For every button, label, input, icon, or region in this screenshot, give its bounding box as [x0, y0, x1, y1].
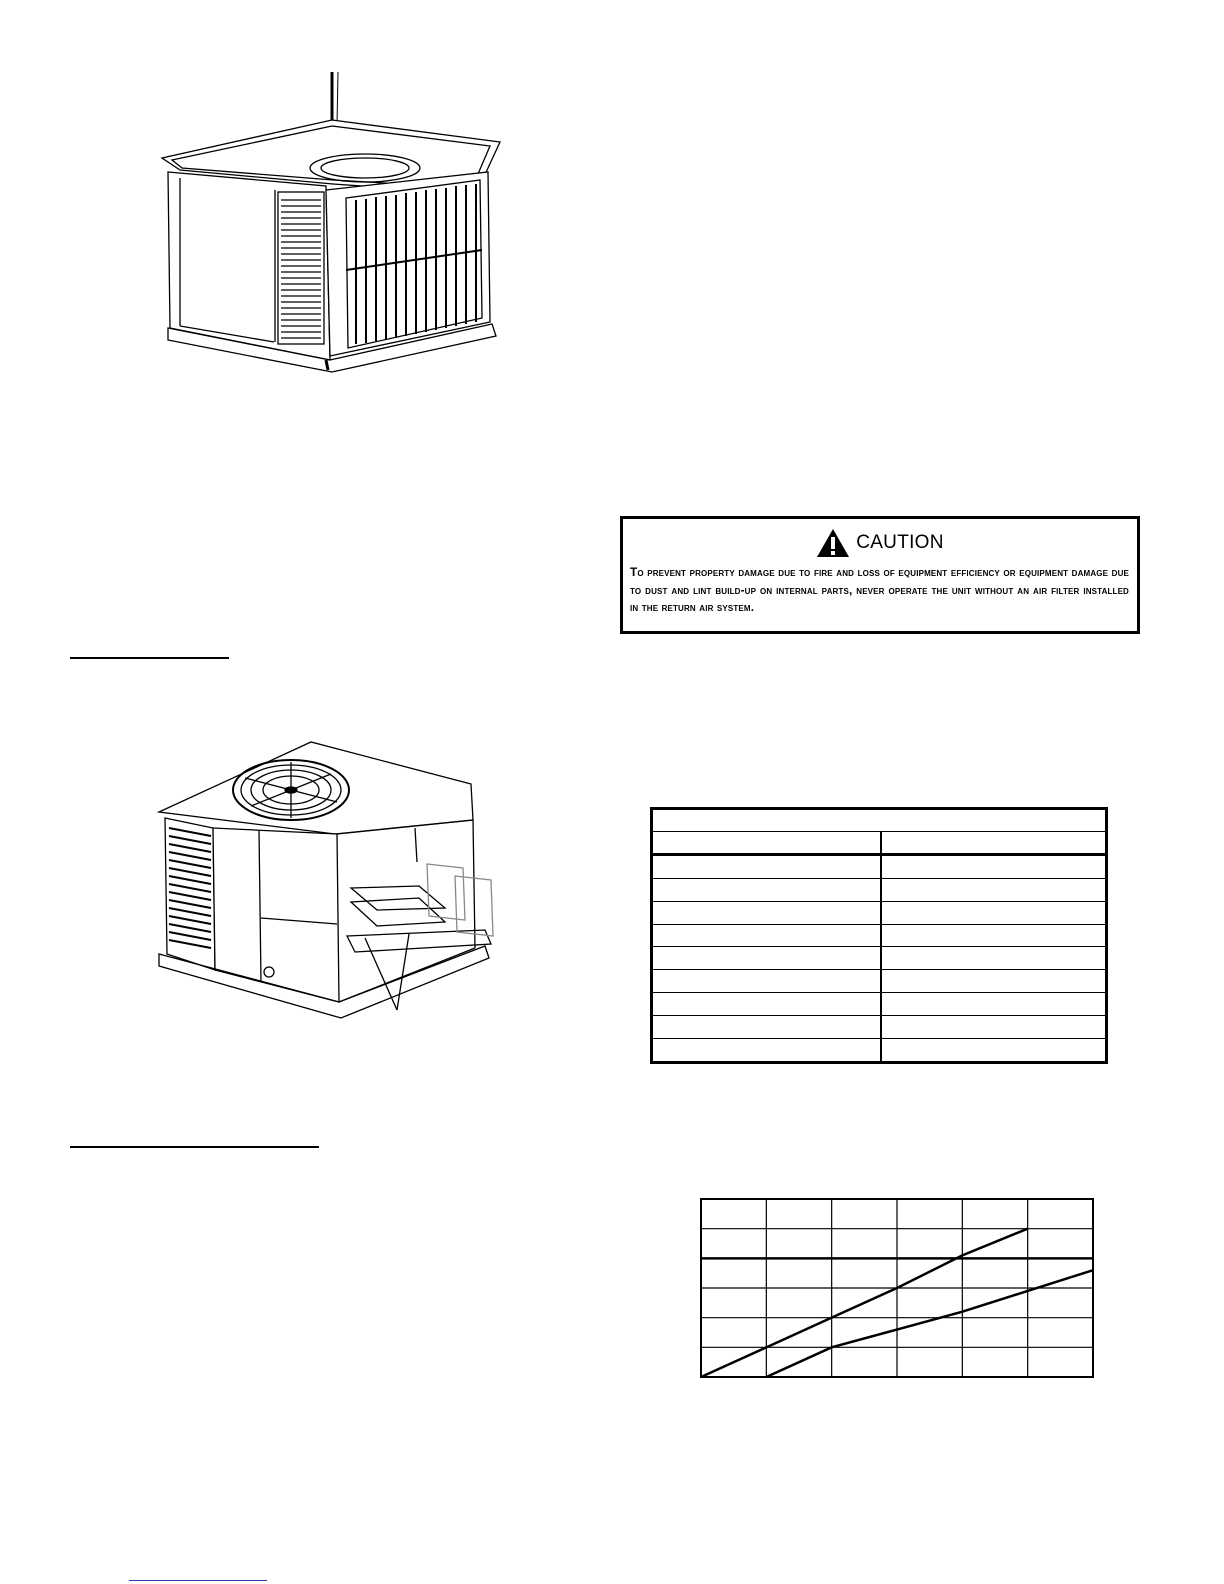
section-heading-underline	[70, 657, 229, 659]
table-row	[652, 901, 1107, 924]
table-row	[652, 1038, 1107, 1062]
caution-header	[623, 525, 1137, 561]
table-cell	[881, 947, 1107, 970]
spec-table	[650, 807, 1108, 1064]
table-cell	[881, 1016, 1107, 1039]
table-title-cell	[652, 809, 1107, 832]
table-row	[652, 924, 1107, 947]
table-cell	[652, 878, 882, 901]
table-title-row	[652, 809, 1107, 832]
rooftop-unit-lifting-illustration	[150, 60, 520, 380]
table-header-row	[652, 831, 1107, 854]
table-cell	[652, 970, 882, 993]
line-chart	[698, 1196, 1096, 1380]
table-cell	[652, 993, 882, 1016]
chart-series-lower	[766, 1270, 1093, 1377]
table-cell	[652, 854, 882, 878]
table-cell	[652, 901, 882, 924]
table-cell	[881, 970, 1107, 993]
table-cell	[652, 947, 882, 970]
table-cell	[652, 1016, 882, 1039]
footer-link-underline[interactable]	[129, 1580, 267, 1581]
table-row	[652, 854, 1107, 878]
table-row	[652, 878, 1107, 901]
table-cell	[881, 924, 1107, 947]
warning-triangle-icon	[816, 528, 850, 558]
table-header-cell	[652, 831, 882, 854]
table-cell	[652, 1038, 882, 1062]
caution-title: CAUTION	[856, 532, 944, 553]
table-row	[652, 947, 1107, 970]
table-row	[652, 993, 1107, 1016]
rooftop-unit-filter-rack-illustration	[155, 738, 520, 1028]
caution-notice	[620, 516, 1140, 634]
table-cell	[881, 901, 1107, 924]
table-row	[652, 970, 1107, 993]
table-cell	[881, 1038, 1107, 1062]
table-row	[652, 1016, 1107, 1039]
table-header-cell	[881, 831, 1107, 854]
table-cell	[881, 854, 1107, 878]
section-heading-underline	[70, 1146, 319, 1148]
chart-series-upper	[701, 1229, 1028, 1377]
table-cell	[652, 924, 882, 947]
caution-text: To prevent property damage due to fire and loss of equipment efficiency or equipment damage due to dust and lint build-up on internal parts, never operate the unit without an air filter installed in the return air system.	[630, 565, 1129, 614]
table-cell	[881, 878, 1107, 901]
table-cell	[881, 993, 1107, 1016]
